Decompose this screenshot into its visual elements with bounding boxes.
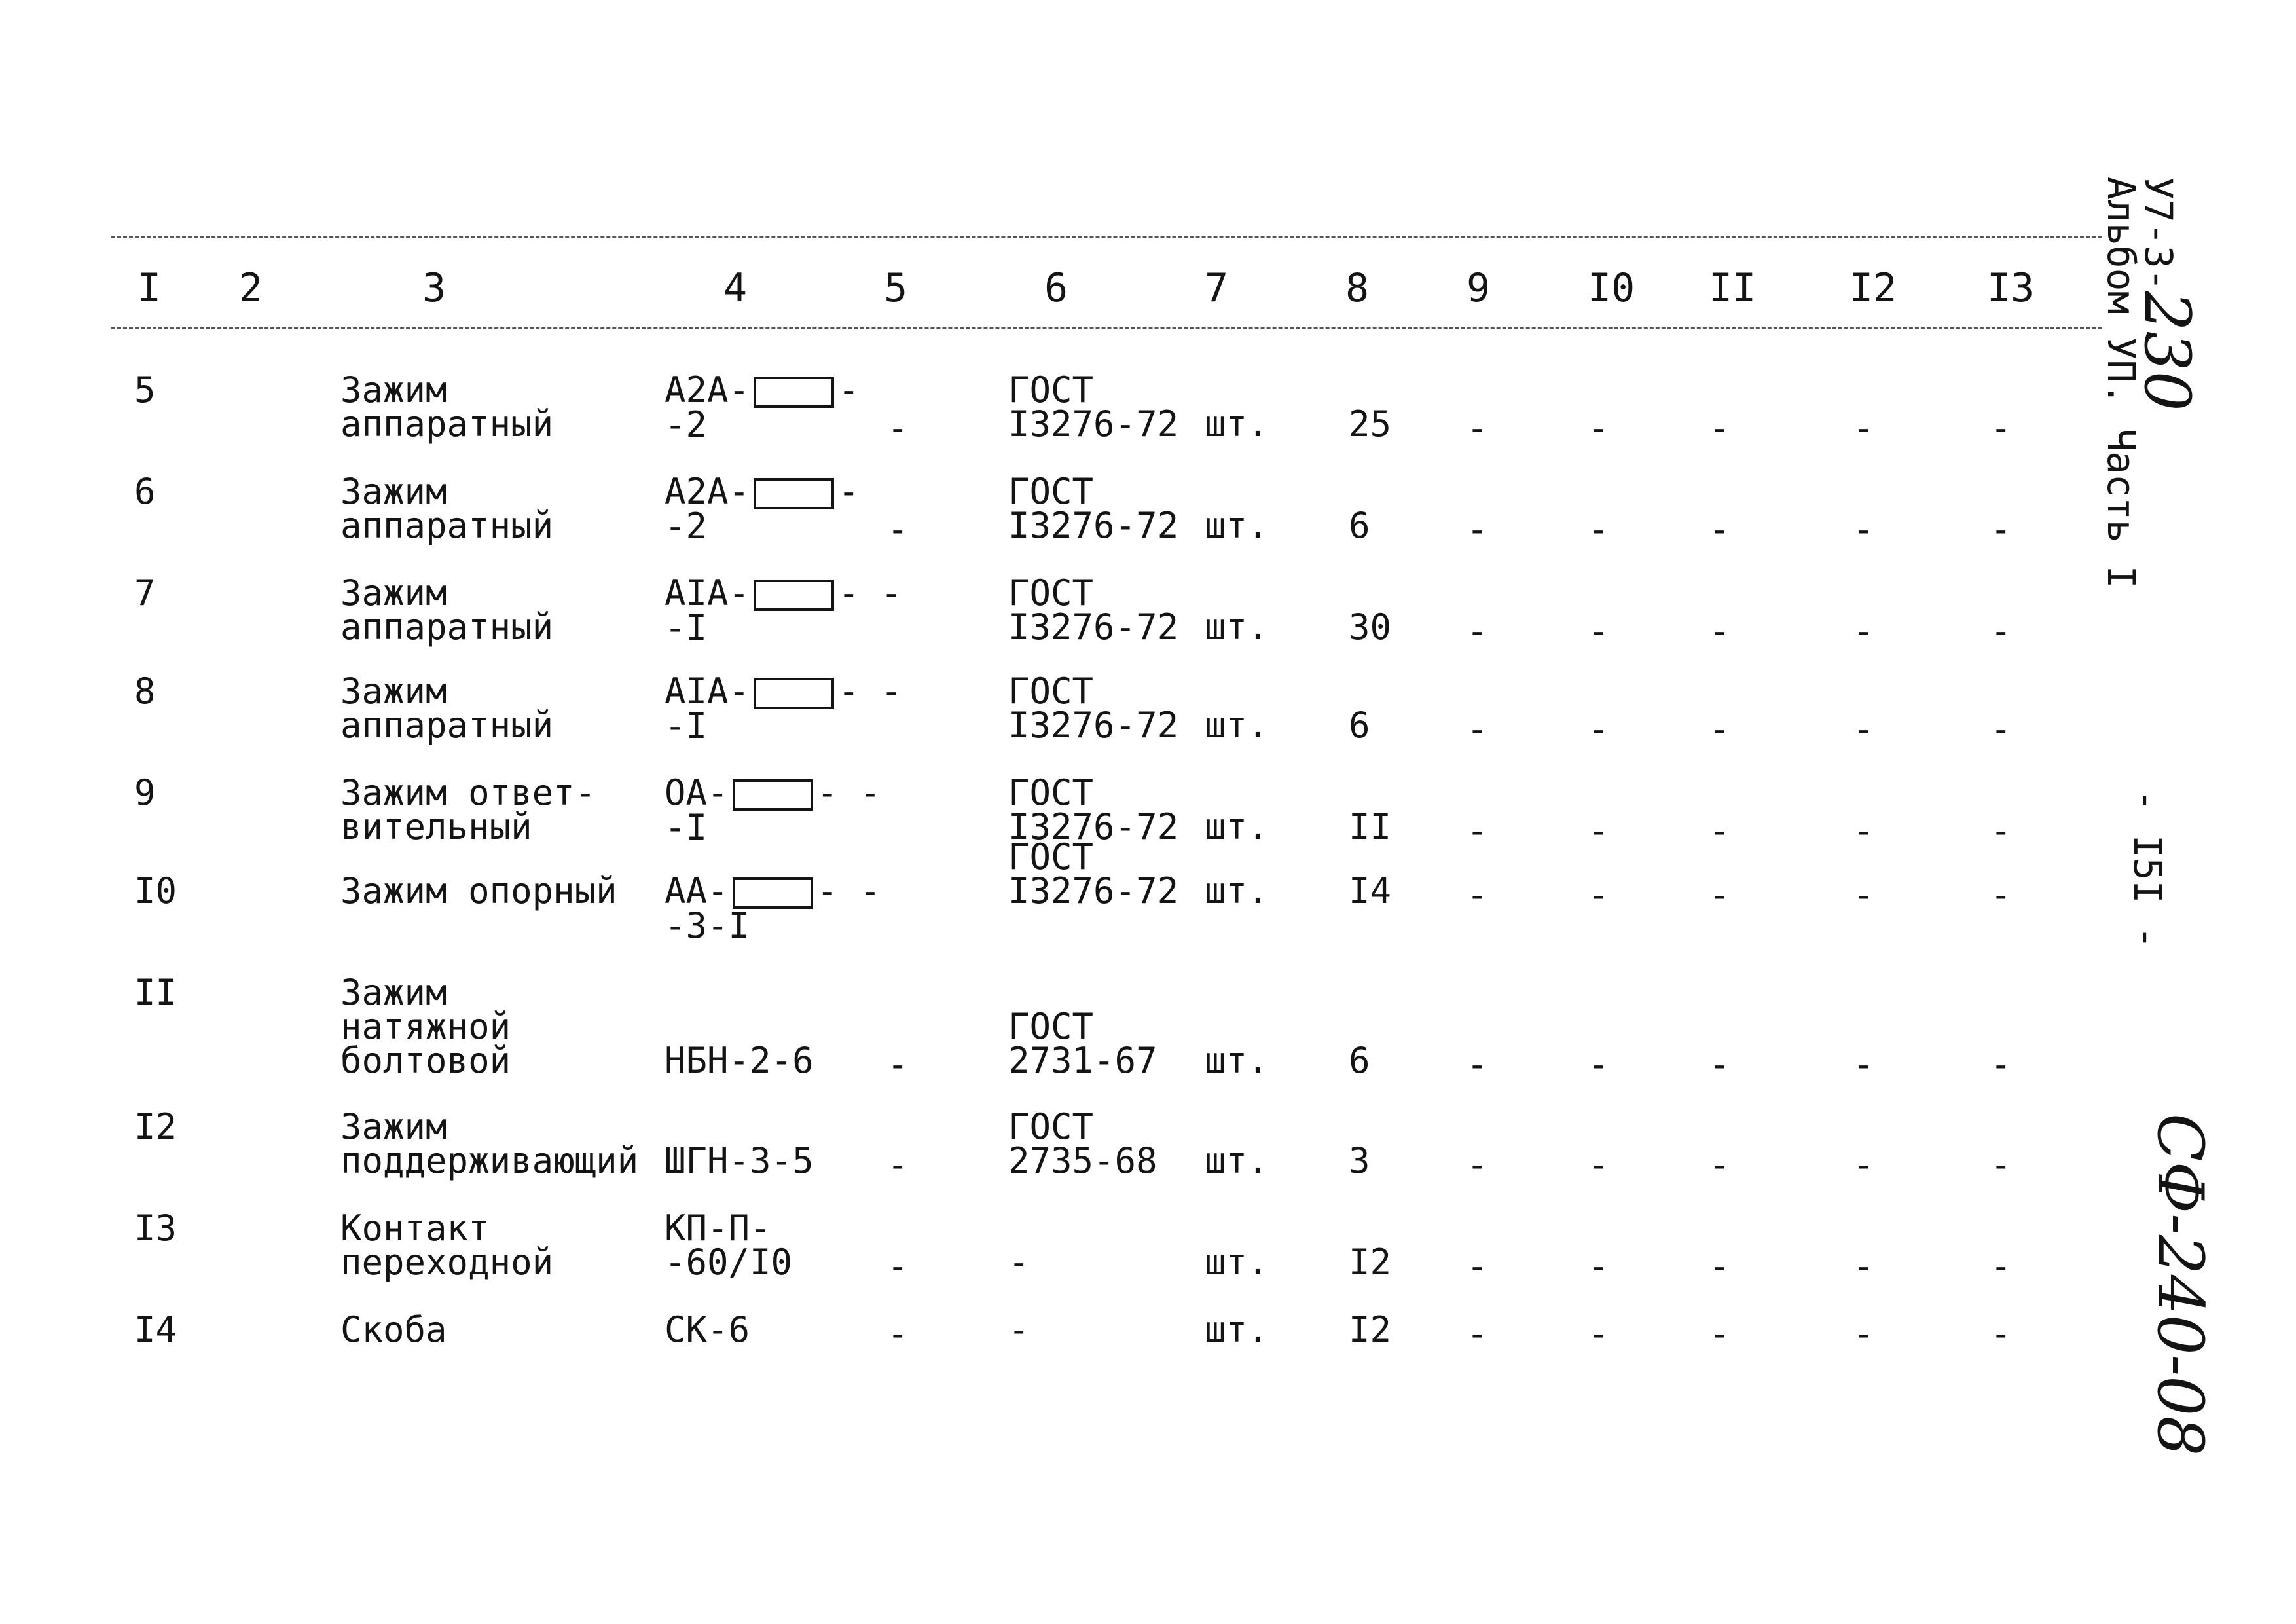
blank-field-box xyxy=(733,877,813,909)
unit: шт. xyxy=(1205,705,1269,746)
header-col-3: 3 xyxy=(422,265,446,311)
unit: шт. xyxy=(1205,505,1269,546)
standard: ГОСТ I3276-72 xyxy=(1008,369,1179,445)
col13-value: - xyxy=(1990,1313,2012,1354)
col12-value: - xyxy=(1853,407,1874,449)
header-top-rule xyxy=(111,236,2102,238)
col11-value: - xyxy=(1709,509,1730,550)
item-name: Зажим ответ- вительный xyxy=(340,772,596,847)
header-col-11: II xyxy=(1709,265,1757,311)
col11-value: - xyxy=(1709,1313,1730,1354)
quantity: 25 xyxy=(1349,403,1392,445)
item-mark-suffix: - xyxy=(838,369,860,411)
col13-value: - xyxy=(1990,1144,2012,1185)
item-mark-suffix: - - xyxy=(816,772,881,813)
header-col-1: I xyxy=(137,265,162,311)
col12-value: - xyxy=(1853,1044,1874,1085)
quantity: II xyxy=(1349,806,1392,847)
header-col-7: 7 xyxy=(1205,265,1229,311)
col9-value: - xyxy=(1467,1044,1488,1085)
col9-value: - xyxy=(1467,407,1488,449)
item-mark-line1: А2А- xyxy=(665,471,750,512)
item-mark xyxy=(665,671,902,747)
item-name: Контакт переходной xyxy=(340,1208,554,1283)
row-number: 9 xyxy=(134,772,156,813)
item-mark xyxy=(665,1140,814,1181)
item-mark-line2: -I xyxy=(665,807,708,849)
row-number: 7 xyxy=(134,572,156,614)
unit: шт. xyxy=(1205,1309,1269,1350)
item-name: Зажим аппаратный xyxy=(340,369,554,445)
item-mark xyxy=(665,572,902,649)
item-mark-line2: ШГН-3-5 xyxy=(665,1140,814,1181)
item-mark-line1: КП-П- xyxy=(665,1208,771,1249)
blank-field-box xyxy=(754,478,834,509)
row-number: 8 xyxy=(134,671,156,712)
item-mark xyxy=(665,772,881,849)
standard: ГОСТ I3276-72 xyxy=(1008,471,1179,546)
item-name: Скоба xyxy=(340,1309,447,1350)
item-name: Зажим натяжной болтовой xyxy=(340,972,511,1081)
quantity: 6 xyxy=(1349,705,1370,746)
col9-value: - xyxy=(1467,1144,1488,1185)
unit: шт. xyxy=(1205,403,1269,445)
item-name: Зажим аппаратный xyxy=(340,471,554,546)
header-col-12: I2 xyxy=(1850,265,1897,311)
col9-value: - xyxy=(1467,709,1488,750)
item-mark xyxy=(665,1040,814,1081)
project-code: У7-3- xyxy=(2136,177,2181,291)
col11-value: - xyxy=(1709,1246,1730,1287)
standard: - xyxy=(1008,1242,1030,1283)
col12-value: - xyxy=(1853,874,1874,915)
col11-value: - xyxy=(1709,810,1730,851)
item-mark-line2: -2 xyxy=(665,404,708,446)
header-col-10: I0 xyxy=(1588,265,1635,311)
col12-value: - xyxy=(1853,1144,1874,1185)
col11-value: - xyxy=(1709,407,1730,449)
item-mark xyxy=(665,369,860,446)
standard: ГОСТ I3276-72 xyxy=(1008,772,1179,847)
item-mark-line1: А2А- xyxy=(665,369,750,411)
col10-value: - xyxy=(1588,610,1609,652)
quantity: 6 xyxy=(1349,1040,1370,1081)
item-mark xyxy=(665,870,881,947)
col5-value: - xyxy=(887,407,909,449)
col12-value: - xyxy=(1853,1313,1874,1354)
item-mark-line1: АА- xyxy=(665,870,729,912)
header-col-4: 4 xyxy=(723,265,748,311)
standard: ГОСТ I3276-72 xyxy=(1008,572,1179,648)
col10-value: - xyxy=(1588,709,1609,750)
col10-value: - xyxy=(1588,874,1609,915)
col11-value: - xyxy=(1709,610,1730,652)
col13-value: - xyxy=(1990,407,2012,449)
blank-field-box xyxy=(754,580,834,611)
col12-value: - xyxy=(1853,810,1874,851)
quantity: 30 xyxy=(1349,606,1392,648)
unit: шт. xyxy=(1205,870,1269,912)
col9-value: - xyxy=(1467,610,1488,652)
quantity: 3 xyxy=(1349,1140,1370,1181)
project-code-vertical xyxy=(2130,177,2204,411)
blank-field-box xyxy=(733,779,813,811)
header-col-9: 9 xyxy=(1467,265,1491,311)
row-number: 6 xyxy=(134,471,156,512)
row-number: I3 xyxy=(134,1208,177,1249)
col11-value: - xyxy=(1709,1144,1730,1185)
item-mark-line2: СК-6 xyxy=(665,1309,750,1350)
item-name: Зажим аппаратный xyxy=(340,572,554,648)
item-mark xyxy=(665,471,860,547)
unit: шт. xyxy=(1205,806,1269,847)
unit: шт. xyxy=(1205,1040,1269,1081)
quantity: I4 xyxy=(1349,870,1392,912)
col13-value: - xyxy=(1990,810,2012,851)
col13-value: - xyxy=(1990,610,2012,652)
col5-value: - xyxy=(887,1246,909,1287)
standard: ГОСТ 2735-68 xyxy=(1008,1106,1157,1181)
item-mark xyxy=(665,1208,793,1283)
row-number: II xyxy=(134,972,177,1013)
unit: шт. xyxy=(1205,606,1269,648)
col10-value: - xyxy=(1588,1144,1609,1185)
item-mark-line1: АIА- xyxy=(665,572,750,614)
col5-value: - xyxy=(887,1044,909,1085)
quantity: I2 xyxy=(1349,1242,1392,1283)
stamp-code-vertical: СФ-240-08 xyxy=(2143,1113,2217,1456)
item-mark-line2: -60/I0 xyxy=(665,1242,793,1283)
blank-field-box xyxy=(754,678,834,709)
standard: ГОСТ I3276-72 xyxy=(1008,836,1179,912)
item-mark-line2: -2 xyxy=(665,506,708,547)
col9-value: - xyxy=(1467,1246,1488,1287)
item-mark-suffix: - xyxy=(838,471,860,512)
col9-value: - xyxy=(1467,509,1488,550)
standard: ГОСТ 2731-67 xyxy=(1008,1006,1157,1081)
header-col-6: 6 xyxy=(1044,265,1068,311)
col10-value: - xyxy=(1588,1044,1609,1085)
col10-value: - xyxy=(1588,1246,1609,1287)
col12-value: - xyxy=(1853,509,1874,550)
item-mark-line2: -I xyxy=(665,607,708,649)
col10-value: - xyxy=(1588,407,1609,449)
col13-value: - xyxy=(1990,709,2012,750)
project-number: 230 xyxy=(2130,291,2204,411)
header-bottom-rule xyxy=(111,327,2102,329)
col13-value: - xyxy=(1990,1246,2012,1287)
col11-value: - xyxy=(1709,1044,1730,1085)
col11-value: - xyxy=(1709,874,1730,915)
header-col-8: 8 xyxy=(1345,265,1370,311)
col10-value: - xyxy=(1588,1313,1609,1354)
header-col-13: I3 xyxy=(1987,265,2035,311)
item-mark-suffix: - - xyxy=(838,572,902,614)
unit: шт. xyxy=(1205,1140,1269,1181)
standard: ГОСТ I3276-72 xyxy=(1008,671,1179,746)
col13-value: - xyxy=(1990,509,2012,550)
col5-value: - xyxy=(887,1313,909,1354)
item-name: Зажим поддерживающий xyxy=(340,1106,639,1181)
col12-value: - xyxy=(1853,1246,1874,1287)
unit: шт. xyxy=(1205,1242,1269,1283)
album-vertical: Альбом УП. Часть I xyxy=(2099,177,2143,589)
col12-value: - xyxy=(1853,709,1874,750)
row-number: I4 xyxy=(134,1309,177,1350)
item-mark-line1: ОА- xyxy=(665,772,729,813)
col9-value: - xyxy=(1467,810,1488,851)
header-col-5: 5 xyxy=(884,265,908,311)
col12-value: - xyxy=(1853,610,1874,652)
standard: - xyxy=(1008,1309,1030,1350)
col9-value: - xyxy=(1467,874,1488,915)
col10-value: - xyxy=(1588,509,1609,550)
page-number-vertical: - I5I - xyxy=(2125,789,2170,950)
item-name: Зажим аппаратный xyxy=(340,671,554,746)
item-mark-line2: НБН-2-6 xyxy=(665,1040,814,1081)
item-mark-suffix: - - xyxy=(816,870,881,912)
col13-value: - xyxy=(1990,874,2012,915)
row-number: 5 xyxy=(134,369,156,411)
col5-value: - xyxy=(887,1144,909,1185)
col5-value: - xyxy=(887,509,909,550)
item-name: Зажим опорный xyxy=(340,870,617,912)
header-col-2: 2 xyxy=(239,265,263,311)
col13-value: - xyxy=(1990,1044,2012,1085)
col10-value: - xyxy=(1588,810,1609,851)
item-mark-line2: -I xyxy=(665,705,708,747)
row-number: I2 xyxy=(134,1106,177,1147)
blank-field-box xyxy=(754,377,834,408)
item-mark xyxy=(665,1309,750,1350)
col9-value: - xyxy=(1467,1313,1488,1354)
item-mark-line2: -3-I xyxy=(665,905,750,947)
item-mark-suffix: - - xyxy=(838,671,902,712)
item-mark-line1: АIА- xyxy=(665,671,750,712)
row-number: I0 xyxy=(134,870,177,912)
col11-value: - xyxy=(1709,709,1730,750)
quantity: I2 xyxy=(1349,1309,1392,1350)
quantity: 6 xyxy=(1349,505,1370,546)
